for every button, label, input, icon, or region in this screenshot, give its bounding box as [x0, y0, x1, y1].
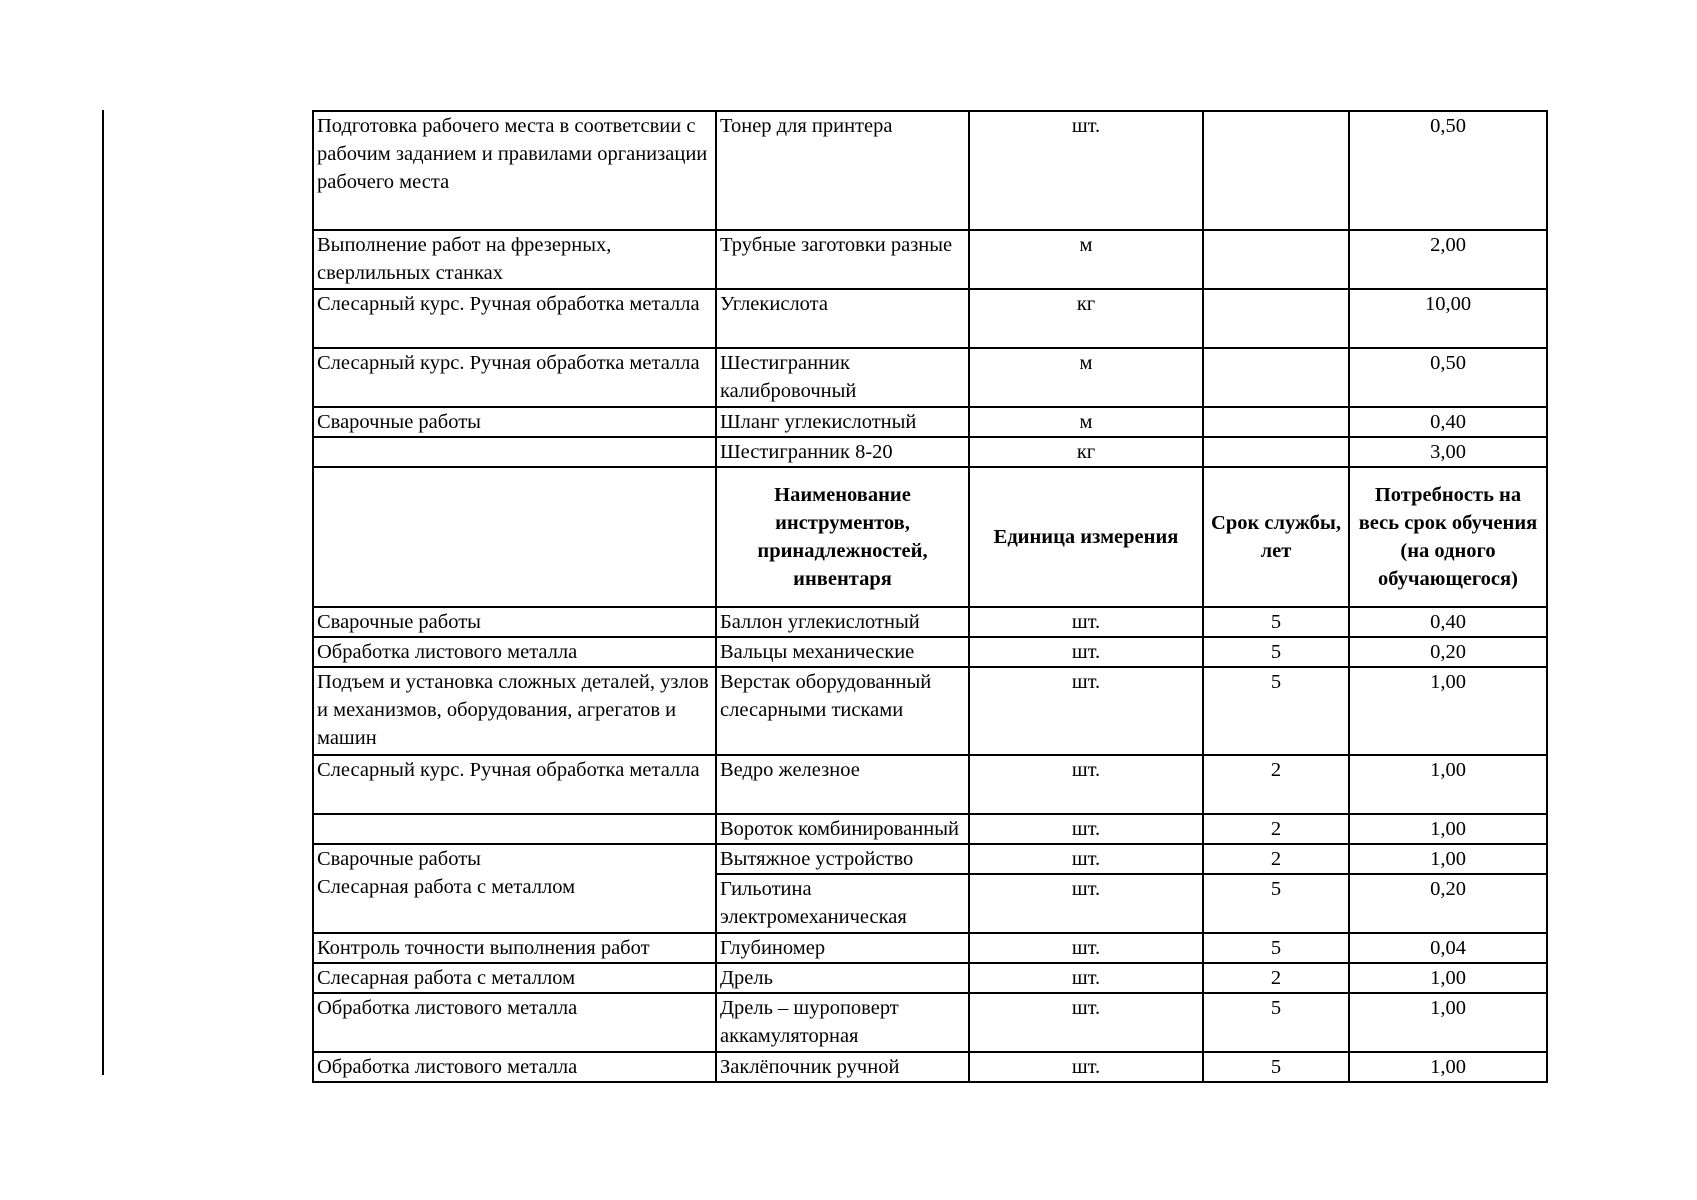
item-cell: Трубные заготовки разные — [716, 230, 969, 289]
equipment-table — [312, 110, 1548, 1083]
unit-cell: шт. — [969, 755, 1203, 814]
table-row — [313, 844, 1547, 874]
need-cell: 1,00 — [1349, 1052, 1547, 1082]
table-row — [313, 993, 1547, 1052]
table-row — [313, 289, 1547, 348]
life-cell — [1203, 289, 1349, 348]
item-cell: Дрель — [716, 963, 969, 993]
life-cell: 5 — [1203, 933, 1349, 963]
table-row — [313, 111, 1547, 230]
activity-cell: Контроль точности выполнения работ — [313, 933, 716, 963]
header-unit-cell: Единица измерения — [969, 467, 1203, 607]
life-cell: 5 — [1203, 874, 1349, 933]
need-cell: 0,50 — [1349, 111, 1547, 230]
life-cell: 5 — [1203, 637, 1349, 667]
table-row — [313, 667, 1547, 755]
life-cell: 5 — [1203, 1052, 1349, 1082]
activity-cell — [313, 437, 716, 467]
item-cell: Шестигранник 8-20 — [716, 437, 969, 467]
need-cell: 10,00 — [1349, 289, 1547, 348]
item-cell: Вальцы механические — [716, 637, 969, 667]
need-cell: 1,00 — [1349, 814, 1547, 844]
item-cell: Ведро железное — [716, 755, 969, 814]
unit-cell: шт. — [969, 1052, 1203, 1082]
table-row — [313, 963, 1547, 993]
unit-cell: шт. — [969, 844, 1203, 874]
item-cell: Дрель – шуроповерт аккамуляторная — [716, 993, 969, 1052]
life-cell: 5 — [1203, 993, 1349, 1052]
table-row — [313, 407, 1547, 437]
unit-cell: шт. — [969, 993, 1203, 1052]
unit-cell: шт. — [969, 814, 1203, 844]
life-cell: 2 — [1203, 844, 1349, 874]
need-cell: 1,00 — [1349, 963, 1547, 993]
header-activity-cell — [313, 467, 716, 607]
need-cell: 0,04 — [1349, 933, 1547, 963]
life-cell: 2 — [1203, 755, 1349, 814]
need-cell: 1,00 — [1349, 844, 1547, 874]
left-margin-rule — [102, 110, 104, 1075]
item-cell: Баллон углекислотный — [716, 607, 969, 637]
item-cell: Тонер для принтера — [716, 111, 969, 230]
unit-cell: м — [969, 230, 1203, 289]
activity-cell: Обработка листового металла — [313, 1052, 716, 1082]
life-cell — [1203, 437, 1349, 467]
activity-cell: Подъем и установка сложных деталей, узлов и механизмов, оборудования, агрегатов и машин — [313, 667, 716, 755]
activity-cell: Выполнение работ на фрезерных, сверлильных станках — [313, 230, 716, 289]
unit-cell: шт. — [969, 933, 1203, 963]
life-cell — [1203, 407, 1349, 437]
item-cell: Гильотина электромеханическая — [716, 874, 969, 933]
life-cell — [1203, 111, 1349, 230]
unit-cell: кг — [969, 289, 1203, 348]
item-cell: Шестигранник калибровочный — [716, 348, 969, 407]
need-cell: 0,50 — [1349, 348, 1547, 407]
item-cell: Заклёпочник ручной — [716, 1052, 969, 1082]
life-cell: 2 — [1203, 814, 1349, 844]
activity-cell: Подготовка рабочего места в соответсвии с рабочим заданием и правилами организации рабочего места — [313, 111, 716, 230]
table-row — [313, 437, 1547, 467]
activity-line: Слесарная работа с металлом — [317, 876, 576, 898]
item-cell: Вытяжное устройство — [716, 844, 969, 874]
header-life-cell: Срок службы, лет — [1203, 467, 1349, 607]
activity-cell: Слесарный курс. Ручная обработка металла — [313, 755, 716, 814]
unit-cell: шт. — [969, 637, 1203, 667]
unit-cell: шт. — [969, 874, 1203, 933]
table-row — [313, 1052, 1547, 1082]
activity-cell: Обработка листового металла — [313, 993, 716, 1052]
activity-cell — [313, 844, 716, 933]
need-cell: 0,40 — [1349, 607, 1547, 637]
table-row — [313, 637, 1547, 667]
activity-cell: Сварочные работы — [313, 407, 716, 437]
unit-cell: шт. — [969, 111, 1203, 230]
unit-cell: шт. — [969, 963, 1203, 993]
activity-cell: Слесарный курс. Ручная обработка металла — [313, 348, 716, 407]
life-cell — [1203, 348, 1349, 407]
need-cell: 1,00 — [1349, 755, 1547, 814]
activity-cell: Слесарный курс. Ручная обработка металла — [313, 289, 716, 348]
table-row — [313, 933, 1547, 963]
header-need-cell: Потребность на весь срок обучения (на одного обучающегося) — [1349, 467, 1547, 607]
table-row — [313, 607, 1547, 637]
item-cell: Шланг углекислотный — [716, 407, 969, 437]
activity-cell: Слесарная работа с металлом — [313, 963, 716, 993]
need-cell: 1,00 — [1349, 667, 1547, 755]
unit-cell: шт. — [969, 607, 1203, 637]
need-cell: 0,20 — [1349, 874, 1547, 933]
unit-cell: м — [969, 348, 1203, 407]
activity-cell — [313, 814, 716, 844]
unit-cell: шт. — [969, 667, 1203, 755]
item-cell: Вороток комбинированный — [716, 814, 969, 844]
life-cell: 5 — [1203, 607, 1349, 637]
table-header-row — [313, 467, 1547, 607]
unit-cell: м — [969, 407, 1203, 437]
life-cell: 2 — [1203, 963, 1349, 993]
need-cell: 0,40 — [1349, 407, 1547, 437]
item-cell: Глубиномер — [716, 933, 969, 963]
item-cell: Верстак оборудованный слесарными тисками — [716, 667, 969, 755]
table-row — [313, 814, 1547, 844]
activity-cell: Обработка листового металла — [313, 637, 716, 667]
need-cell: 0,20 — [1349, 637, 1547, 667]
need-cell: 2,00 — [1349, 230, 1547, 289]
item-cell: Углекислота — [716, 289, 969, 348]
need-cell: 3,00 — [1349, 437, 1547, 467]
table-row — [313, 348, 1547, 407]
life-cell — [1203, 230, 1349, 289]
table-row — [313, 230, 1547, 289]
activity-cell: Сварочные работы — [313, 607, 716, 637]
table-row — [313, 755, 1547, 814]
header-item-cell: Наименование инструментов, принадлежностей, инвентаря — [716, 467, 969, 607]
life-cell: 5 — [1203, 667, 1349, 755]
need-cell: 1,00 — [1349, 993, 1547, 1052]
activity-line: Сварочные работы — [317, 848, 481, 870]
unit-cell: кг — [969, 437, 1203, 467]
